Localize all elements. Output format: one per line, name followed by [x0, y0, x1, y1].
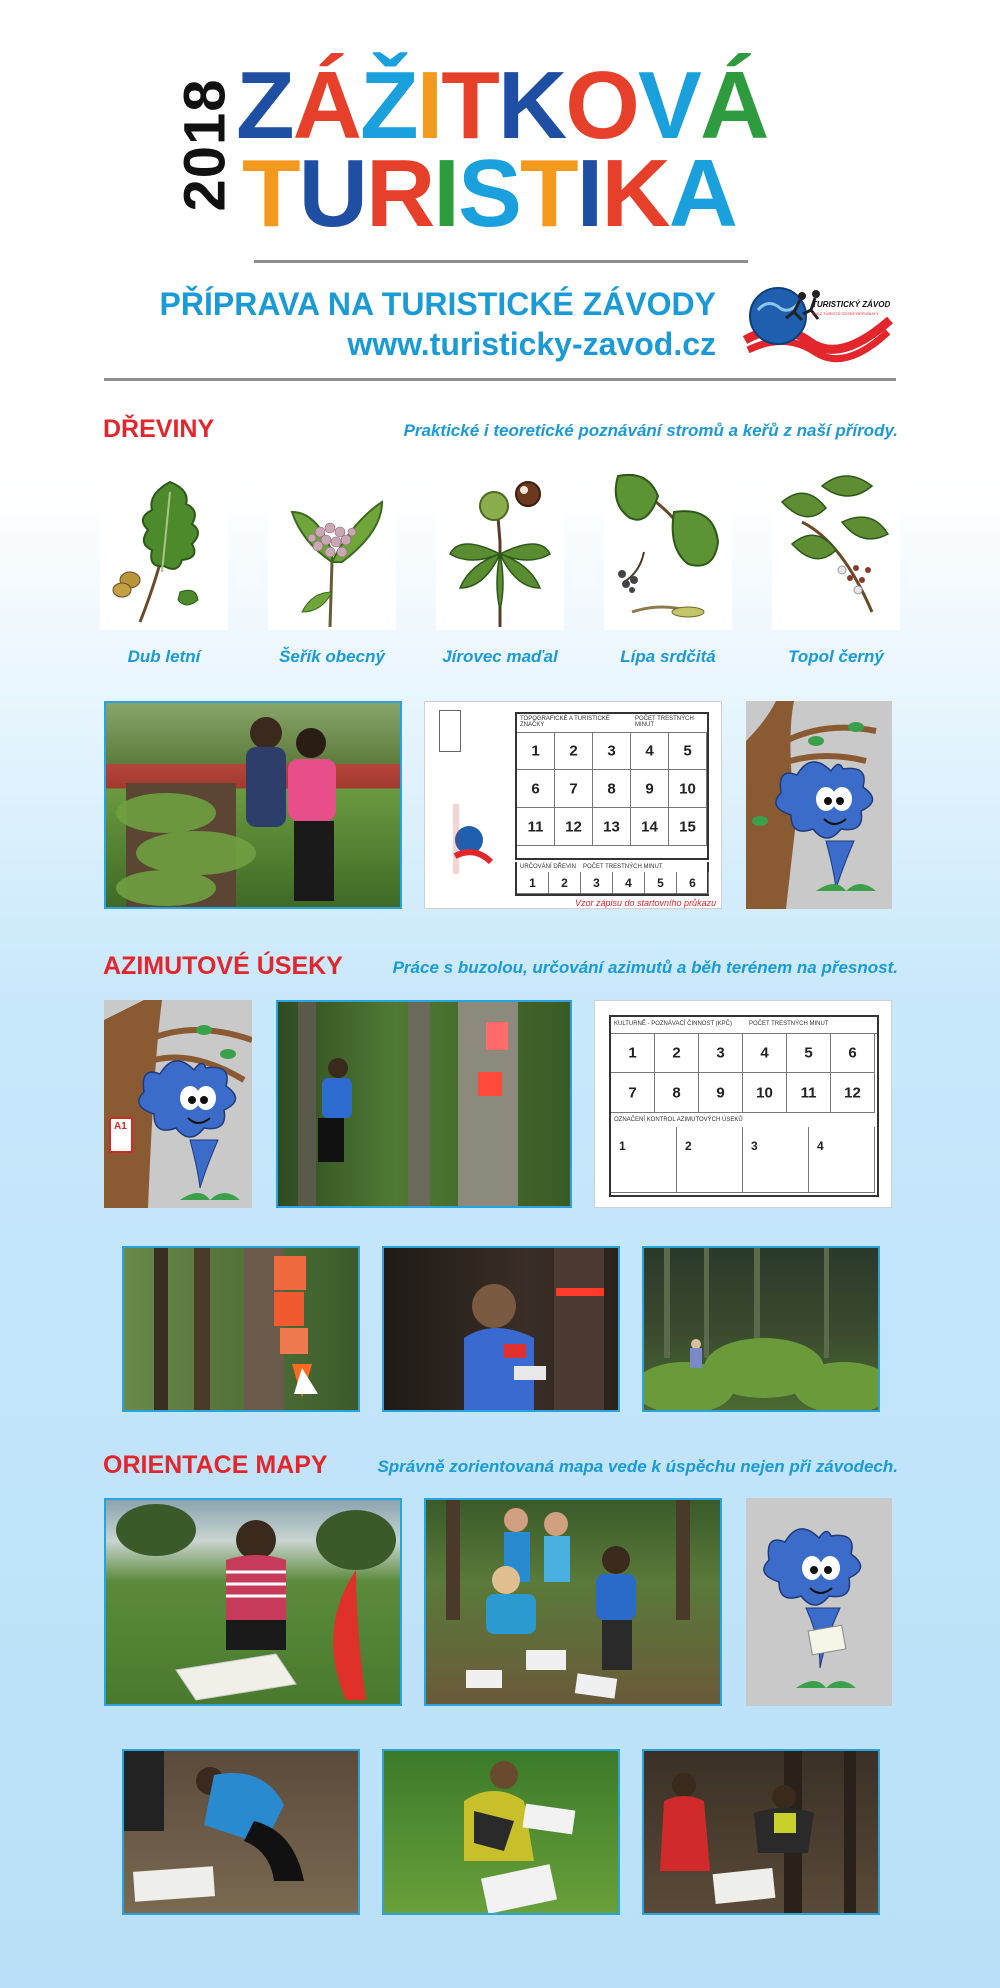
section-title-orientace: ORIENTACE MAPY — [103, 1451, 328, 1479]
header-divider — [254, 260, 748, 263]
grid-cell: 7 — [611, 1073, 655, 1113]
photo-map-orienting-girl — [104, 1498, 402, 1706]
grid-cell: 1 — [517, 732, 555, 770]
photo-control-point — [122, 1246, 360, 1412]
website-link[interactable]: www.turisticky-zavod.cz — [347, 326, 716, 362]
grid-cell: 7 — [555, 770, 593, 808]
grid-cell: 4 — [809, 1127, 875, 1193]
start-card-sample — [424, 701, 722, 909]
poplar-illustration — [772, 462, 900, 630]
chestnut-illustration — [436, 462, 564, 630]
section-desc-azimut: Práce s buzolou, určování azimutů a běh terénem na přesnost. — [392, 958, 898, 977]
photo-map-kneeling — [122, 1749, 360, 1915]
plant-label-poplar: Topol černý — [788, 647, 884, 666]
card-logo-icon — [451, 800, 495, 880]
grid-cell: 9 — [699, 1073, 743, 1113]
mascot-with-tag: A1 — [104, 1000, 252, 1208]
title-line-2: TURISTIKA — [242, 140, 736, 247]
grid-cell: 11 — [517, 808, 555, 846]
grid-cell: 3 — [593, 732, 631, 770]
dreviny-scoring-grid: TOPOGRAFICKÉ A TURISTICKÉ ZNAČKY POČET TRESTNÝCH MINUT 1 2 3 4 5 6 7 8 9 10 11 12 13 14 15 — [515, 712, 709, 860]
photo-map-grass — [382, 1749, 620, 1915]
section-desc-dreviny: Praktické i teoretické poznávání stromů a keřů z naší přírody. — [403, 421, 898, 440]
plant-label-lilac: Šeřík obecný — [279, 647, 385, 666]
grid-cell: 8 — [593, 770, 631, 808]
photo-map-forest-pair — [642, 1749, 880, 1915]
grid-cell: 1 — [611, 1033, 655, 1073]
linden-illustration — [604, 462, 732, 630]
section-title-azimut: AZIMUTOVÉ ÚSEKY — [103, 952, 343, 980]
subtitle: PŘÍPRAVA NA TURISTICKÉ ZÁVODY — [159, 286, 716, 322]
grid-cell: 4 — [613, 872, 645, 894]
grid-cell: 6 — [831, 1033, 875, 1073]
grid-cell: 12 — [831, 1073, 875, 1113]
mascot-with-tree — [746, 701, 892, 909]
grid-cell: 5 — [669, 732, 707, 770]
grid-cell: 9 — [631, 770, 669, 808]
grid-cell: 13 — [593, 808, 631, 846]
grid-cell: 12 — [555, 808, 593, 846]
grid-cell: 11 — [787, 1073, 831, 1113]
turisticky-zavod-logo: TURISTICKÝ ZÁVOD SVAZ TURISTŮ ČESKÉ REPUBLIKY — [740, 280, 895, 370]
grid-cell: 2 — [655, 1033, 699, 1073]
photo-map-group — [424, 1498, 722, 1706]
grid-cell: 15 — [669, 808, 707, 846]
lilac-illustration — [268, 462, 396, 630]
grid-cell: 3 — [743, 1127, 809, 1193]
plant-label-chestnut: Jírovec maďal — [442, 647, 558, 666]
azimut-start-card — [594, 1000, 892, 1208]
grid-cell: 3 — [581, 872, 613, 894]
plant-label-linden: Lípa srdčitá — [620, 647, 716, 666]
grid-cell: 5 — [787, 1033, 831, 1073]
grid-cell: 2 — [549, 872, 581, 894]
grid-cell: 6 — [677, 872, 709, 894]
section-title-dreviny: DŘEVINY — [103, 415, 215, 443]
card-note: Vzor zápisu do startovního průkazu — [575, 898, 717, 908]
azimut-scoring-grid: KULTURNĚ - POZNÁVACÍ ČINNOST (KPČ) POČET TRESTNÝCH MINUT 1 2 3 4 5 6 7 8 9 10 11 12 OZNAČENÍ KONTROL AZIMUTOVÝCH ÚSEKŮ 1 2 3 4 — [609, 1015, 879, 1197]
grid-cell: 4 — [743, 1033, 787, 1073]
title-line-1: ZÁŽITKOVÁ — [236, 52, 768, 159]
grid-cell: 10 — [743, 1073, 787, 1113]
photo-compass-work — [382, 1246, 620, 1412]
photo-tree-identification — [104, 701, 402, 909]
grid-cell: 4 — [631, 732, 669, 770]
grid-cell: 8 — [655, 1073, 699, 1113]
grid-cell: 1 — [517, 872, 549, 894]
plant-label-oak: Dub letní — [127, 647, 201, 666]
grid-cell: 14 — [631, 808, 669, 846]
grid-cell: 1 — [611, 1127, 677, 1193]
mascot-with-map — [746, 1498, 892, 1706]
grid-cell: 2 — [555, 732, 593, 770]
photo-forest-runners — [642, 1246, 880, 1412]
oak-illustration — [100, 462, 228, 630]
year-label: 2018 — [172, 78, 238, 212]
grid-cell: 5 — [645, 872, 677, 894]
photo-azimuth-runner — [276, 1000, 572, 1208]
grid-cell: 3 — [699, 1033, 743, 1073]
grid-cell: 2 — [677, 1127, 743, 1193]
grid-cell: 6 — [517, 770, 555, 808]
dreviny-scoring-bottom: URČOVÁNÍ DŘEVIN POČET TRESTNÝCH MINUT 1 2 3 4 5 6 — [515, 862, 709, 896]
grid-cell: 10 — [669, 770, 707, 808]
section-desc-orientace: Správně zorientovaná mapa vede k úspěchu nejen při závodech. — [377, 1457, 898, 1476]
section-divider — [104, 378, 896, 381]
